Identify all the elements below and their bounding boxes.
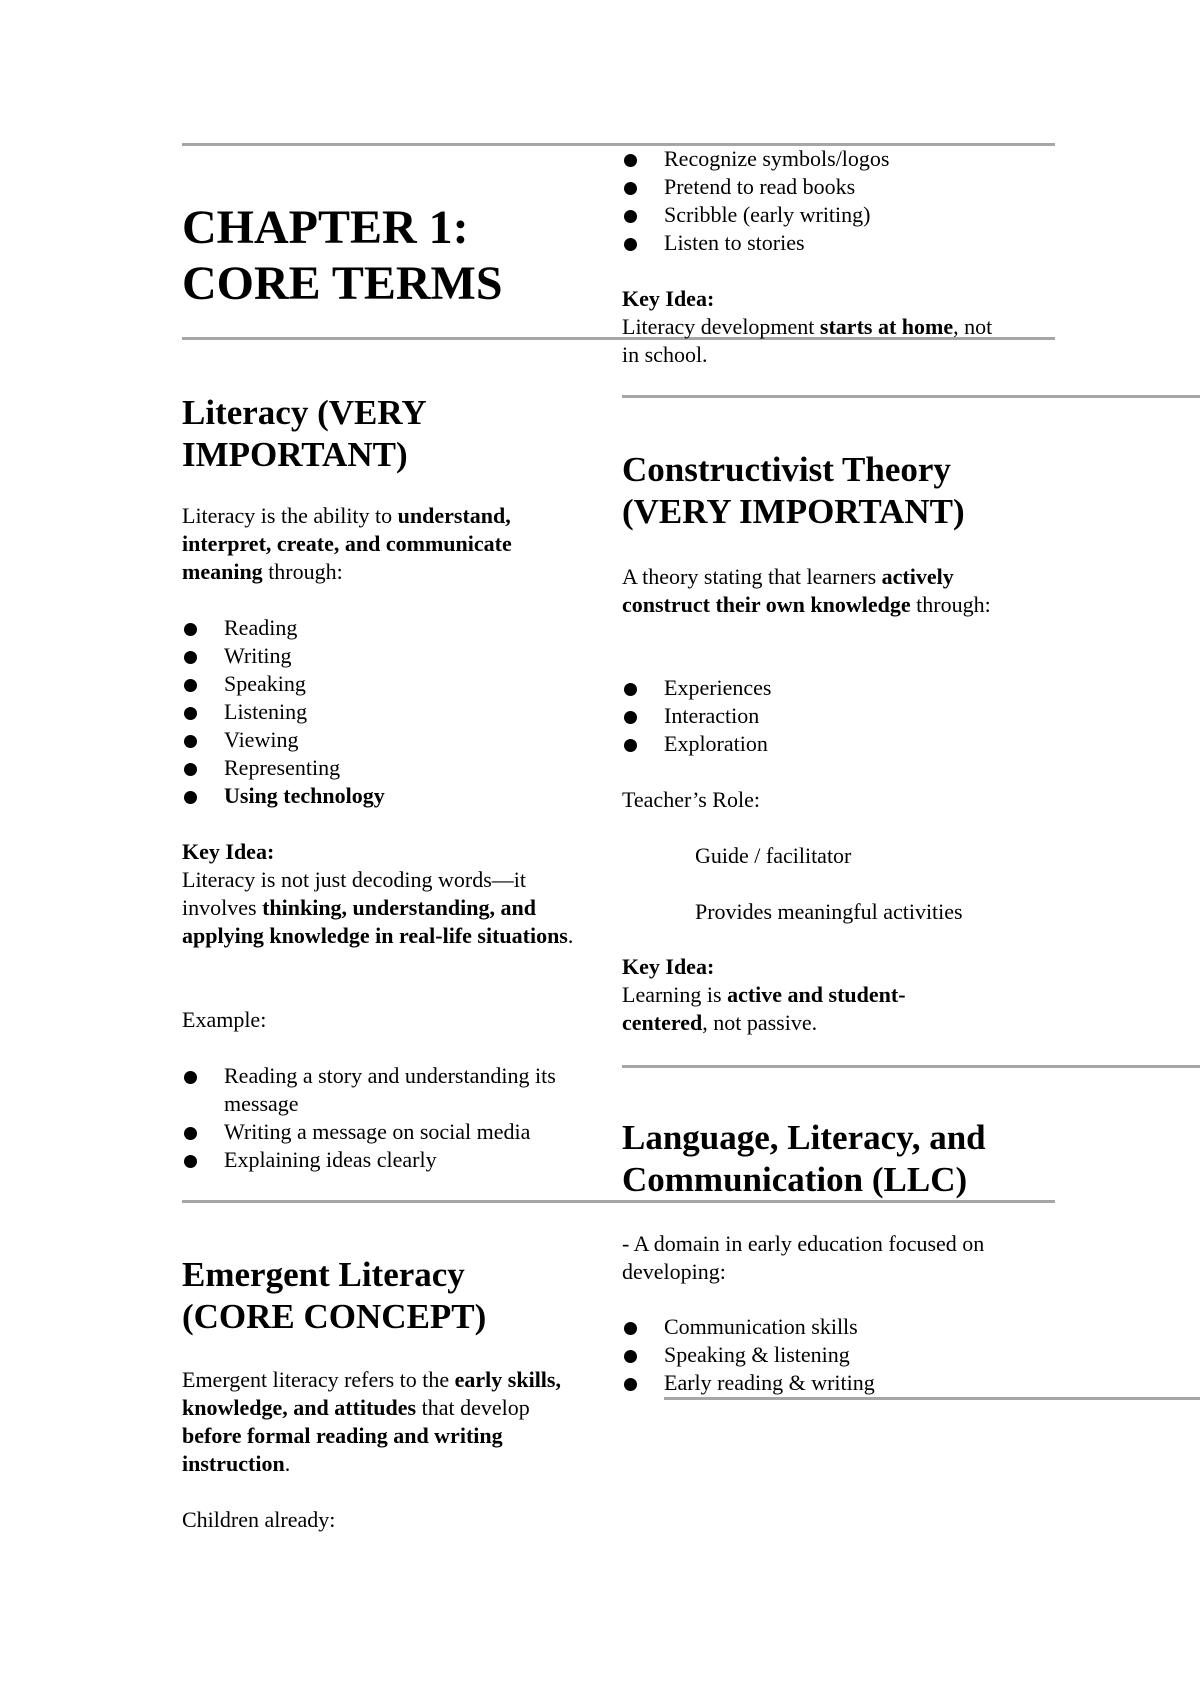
list-item: Writing bbox=[182, 642, 575, 670]
chapter-title-line2: CORE TERMS bbox=[182, 257, 503, 310]
list-item: Experiences bbox=[622, 674, 1062, 702]
list-item: Recognize symbols/logos bbox=[622, 145, 1062, 173]
list-item: Viewing bbox=[182, 726, 575, 754]
literacy-heading-line1: Literacy (VERY bbox=[182, 393, 427, 432]
list-item: Scribble (early writing) bbox=[622, 201, 1062, 229]
teachers-role-item: Guide / facilitator bbox=[695, 843, 852, 868]
teachers-role-label: Teacher’s Role: bbox=[622, 787, 760, 812]
constructivist-heading bbox=[622, 449, 965, 533]
definition-text: through: bbox=[262, 559, 343, 584]
literacy-example-list bbox=[182, 1062, 575, 1174]
llc-definition: - A domain in early education focused on developing: bbox=[622, 1231, 985, 1284]
key-idea-text: Learning is bbox=[622, 982, 728, 1007]
constructivist-bullet-list bbox=[622, 674, 1062, 758]
divider bbox=[664, 1397, 1200, 1400]
list-item: Communication skills bbox=[622, 1313, 1062, 1341]
key-idea-bold: starts at home bbox=[819, 314, 954, 339]
key-idea-bold: active and student-centered bbox=[622, 982, 906, 1035]
literacy-heading bbox=[182, 392, 427, 476]
definition-bold: before formal reading and writing instruction bbox=[182, 1423, 503, 1476]
definition-text: . bbox=[284, 1451, 291, 1476]
list-item: Reading bbox=[182, 614, 575, 642]
list-item-bold: Using technology bbox=[224, 783, 385, 808]
definition-text: A theory stating that learners bbox=[622, 564, 882, 589]
list-item: Speaking & listening bbox=[622, 1341, 1062, 1369]
key-idea-label: Key Idea: bbox=[622, 286, 715, 311]
list-item: Exploration bbox=[622, 730, 1062, 758]
divider bbox=[622, 1065, 1200, 1068]
list-item: Explaining ideas clearly bbox=[182, 1146, 575, 1174]
definition-bold: actively construct their own knowledge bbox=[622, 564, 954, 617]
chapter-title bbox=[182, 200, 503, 312]
definition-text: Literacy is the ability to bbox=[182, 503, 398, 528]
literacy-bullet-list bbox=[182, 614, 575, 810]
definition-bold: understand, interpret, create, and communicate meaning bbox=[182, 503, 512, 584]
emergent-key-idea bbox=[622, 285, 1002, 369]
key-idea-label: Key Idea: bbox=[622, 954, 715, 979]
key-idea-text: , not passive. bbox=[702, 1010, 818, 1035]
llc-heading bbox=[622, 1117, 986, 1201]
literacy-example-label: Example: bbox=[182, 1007, 267, 1032]
key-idea-text: . bbox=[567, 923, 574, 948]
key-idea-bold: thinking, understanding, and applying knowledge in real-life situations bbox=[182, 895, 568, 948]
list-item: Listen to stories bbox=[622, 229, 1062, 257]
list-item bbox=[182, 782, 575, 810]
literacy-key-idea bbox=[182, 838, 575, 950]
key-idea-text: Literacy is not just decoding words—it involves bbox=[182, 867, 526, 920]
definition-text: through: bbox=[910, 592, 991, 617]
emergent-heading bbox=[182, 1254, 486, 1338]
list-item: Writing a message on social media bbox=[182, 1118, 575, 1146]
definition-text: Emergent literacy refers to the bbox=[182, 1367, 455, 1392]
constructivist-key-idea bbox=[622, 953, 962, 1037]
divider bbox=[622, 395, 1200, 398]
emergent-definition bbox=[182, 1366, 575, 1478]
llc-heading-line2: Communication (LLC) bbox=[622, 1160, 968, 1199]
llc-bullet-list bbox=[622, 1313, 1062, 1397]
emergent-heading-line2: (CORE CONCEPT) bbox=[182, 1297, 487, 1336]
definition-text: that develop bbox=[416, 1395, 530, 1420]
children-already-label: Children already: bbox=[182, 1507, 336, 1532]
llc-heading-line1: Language, Literacy, and bbox=[622, 1118, 986, 1157]
emergent-bullet-list bbox=[622, 145, 1062, 257]
constructivist-heading-line1: Constructivist Theory bbox=[622, 450, 951, 489]
list-item: Listening bbox=[182, 698, 575, 726]
key-idea-text: , not in school. bbox=[622, 314, 993, 367]
list-item: Speaking bbox=[182, 670, 575, 698]
list-item: Interaction bbox=[622, 702, 1062, 730]
teachers-role-item: Provides meaningful activities bbox=[695, 899, 963, 924]
constructivist-heading-line2: (VERY IMPORTANT) bbox=[622, 492, 965, 531]
list-item: Reading a story and understanding its message bbox=[182, 1062, 575, 1118]
emergent-heading-line1: Emergent Literacy bbox=[182, 1255, 465, 1294]
key-idea-text: Literacy development bbox=[622, 314, 820, 339]
list-item: Pretend to read books bbox=[622, 173, 1062, 201]
chapter-title-line1: CHAPTER 1: bbox=[182, 201, 469, 254]
list-item: Representing bbox=[182, 754, 575, 782]
list-item: Early reading & writing bbox=[622, 1369, 1062, 1397]
definition-bold: early skills, knowledge, and attitudes bbox=[182, 1367, 561, 1420]
key-idea-label: Key Idea: bbox=[182, 839, 275, 864]
constructivist-definition bbox=[622, 563, 1000, 619]
literacy-definition bbox=[182, 502, 575, 586]
literacy-heading-line2: IMPORTANT) bbox=[182, 435, 408, 474]
